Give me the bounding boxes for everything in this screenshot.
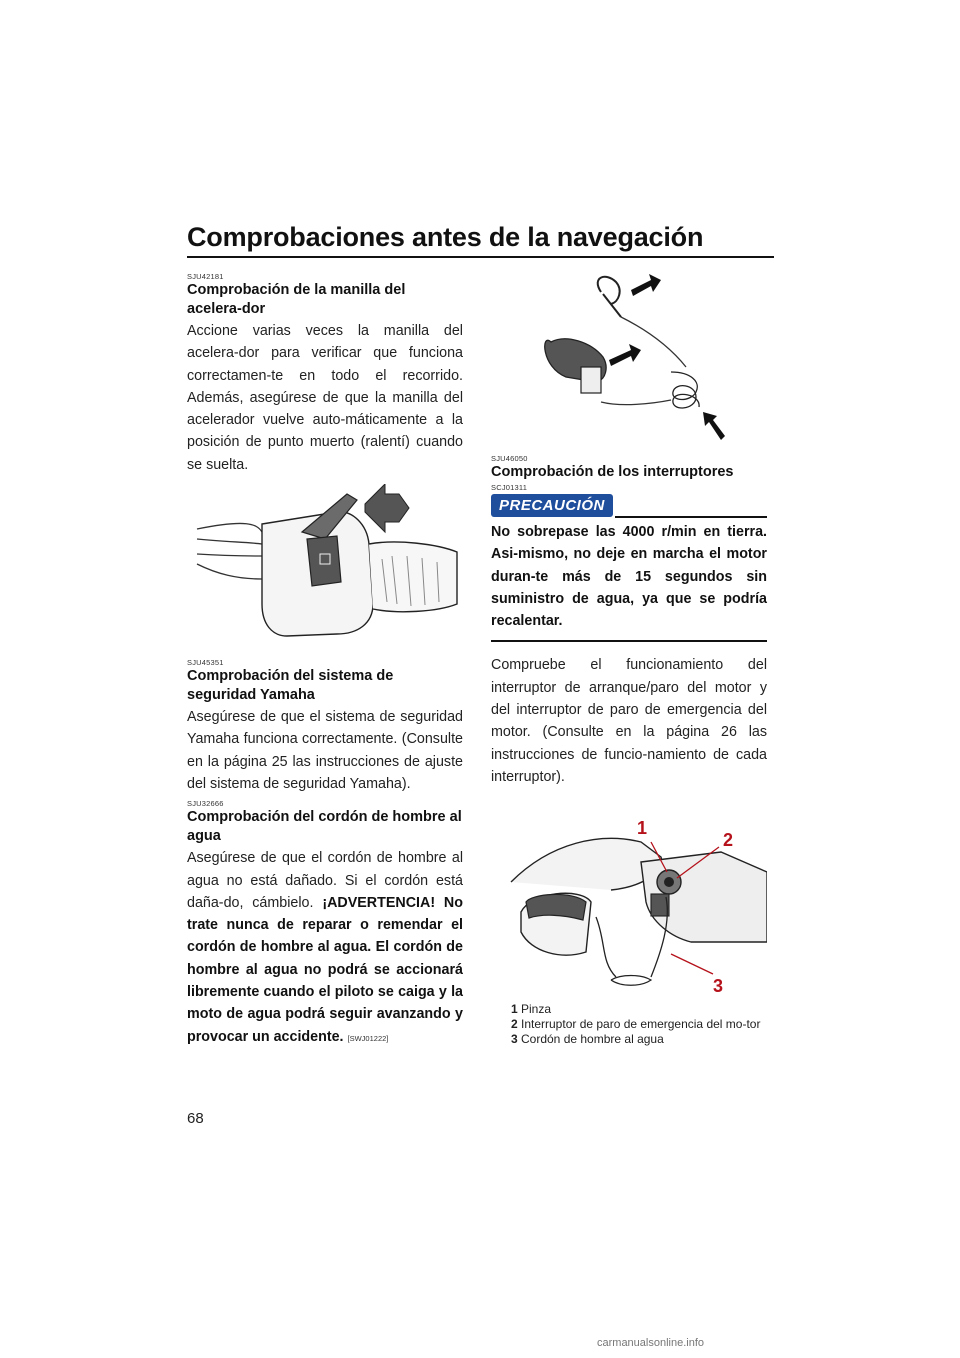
lanyard-warning: ¡ADVERTENCIA! No trate nunca de reparar o remendar el cordón de hombre al agua. El cordón de hombre al agua no podrá se accionará libremente cuando el piloto se caiga y la moto de agua podrá seguir avanzando y provocar un accidente. xyxy=(187,894,463,1045)
legend-number: 1 xyxy=(511,1002,518,1017)
right-column xyxy=(491,272,767,1047)
section-text xyxy=(187,847,463,1050)
caution-code: SCJ01311 xyxy=(491,483,528,492)
callout-label-2: 2 xyxy=(723,830,734,851)
page-number: 68 xyxy=(187,1110,204,1127)
section-throttle xyxy=(187,272,463,476)
caution-text: No sobrepase las 4000 r/min en tierra. Asi-mismo, no deje en marcha el motor duran-te más de 15 segundos sin suministro de agua, ya que se podría recalentar. xyxy=(491,521,767,642)
callout-label-1: 1 xyxy=(637,818,648,839)
legend-text: Interruptor de paro de emergencia del mo-tor xyxy=(521,1017,761,1032)
section-text: Asegúrese de que el sistema de seguridad Yamaha funciona correctamente. (Consulte en la página 25 las instrucciones de ajuste del sistema de seguridad Yamaha). xyxy=(187,709,463,792)
lanyard-illustration xyxy=(491,272,767,450)
caution-rule xyxy=(615,516,767,518)
switch-drawing xyxy=(491,802,767,998)
section-switches xyxy=(491,454,767,788)
legend-number: 2 xyxy=(511,1017,518,1032)
section-code: SJU45351 xyxy=(187,658,224,668)
section-code: SJU46050 xyxy=(491,454,528,463)
caution-block xyxy=(491,494,767,642)
figure-legend xyxy=(511,1002,767,1047)
throttle-lever-illustration xyxy=(187,484,463,654)
section-heading: Comprobación del sistema de seguridad Yamaha xyxy=(187,668,394,704)
legend-number: 3 xyxy=(511,1032,518,1047)
switch-illustration xyxy=(491,802,767,998)
section-code: SJU32666 xyxy=(187,799,224,809)
throttle-drawing xyxy=(187,484,463,654)
section-heading: Comprobación de los interruptores xyxy=(491,464,734,480)
section-lanyard xyxy=(187,799,463,1050)
legend-item xyxy=(511,1017,767,1032)
caution-badge: PRECAUCIÓN xyxy=(491,494,613,517)
section-heading: Comprobación de la manilla del acelera-dor xyxy=(187,282,406,317)
legend-item xyxy=(511,1002,767,1017)
left-column xyxy=(187,272,463,1050)
callout-label-3: 3 xyxy=(713,976,724,997)
section-yamaha-security xyxy=(187,658,463,795)
warning-reference: [SWJ01222] xyxy=(347,1033,389,1043)
legend-text: Cordón de hombre al agua xyxy=(521,1032,664,1047)
legend-item xyxy=(511,1032,767,1047)
lanyard-text: Asegúrese de que el cordón de hombre al agua no está dañado. Si el cordón está daña-do, cámbielo. xyxy=(187,850,463,911)
section-text: Compruebe el funcionamiento del interruptor de arranque/paro del motor y del interruptor de paro de emergencia del motor. (Consulte en la página 26 las instrucciones de funcio-namiento de cada interruptor). xyxy=(491,657,767,785)
section-text: Accione varias veces la manilla del acelera-dor para verificar que funciona correctamen-te en todo el recorrido. Además, asegúrese de que la manilla del acelerador vuelve auto-máticamente a la posición de punto muerto (ralentí) cuando se suelta. xyxy=(187,323,463,473)
section-heading: Comprobación del cordón de hombre al agua xyxy=(187,809,462,845)
legend-text: Pinza xyxy=(521,1002,552,1017)
section-code: SJU42181 xyxy=(187,272,224,281)
title-rule xyxy=(187,256,774,258)
lanyard-drawing xyxy=(491,272,767,450)
watermark: carmanualsonline.info xyxy=(597,1337,705,1349)
page-title: Comprobaciones antes de la navegación xyxy=(187,222,704,252)
